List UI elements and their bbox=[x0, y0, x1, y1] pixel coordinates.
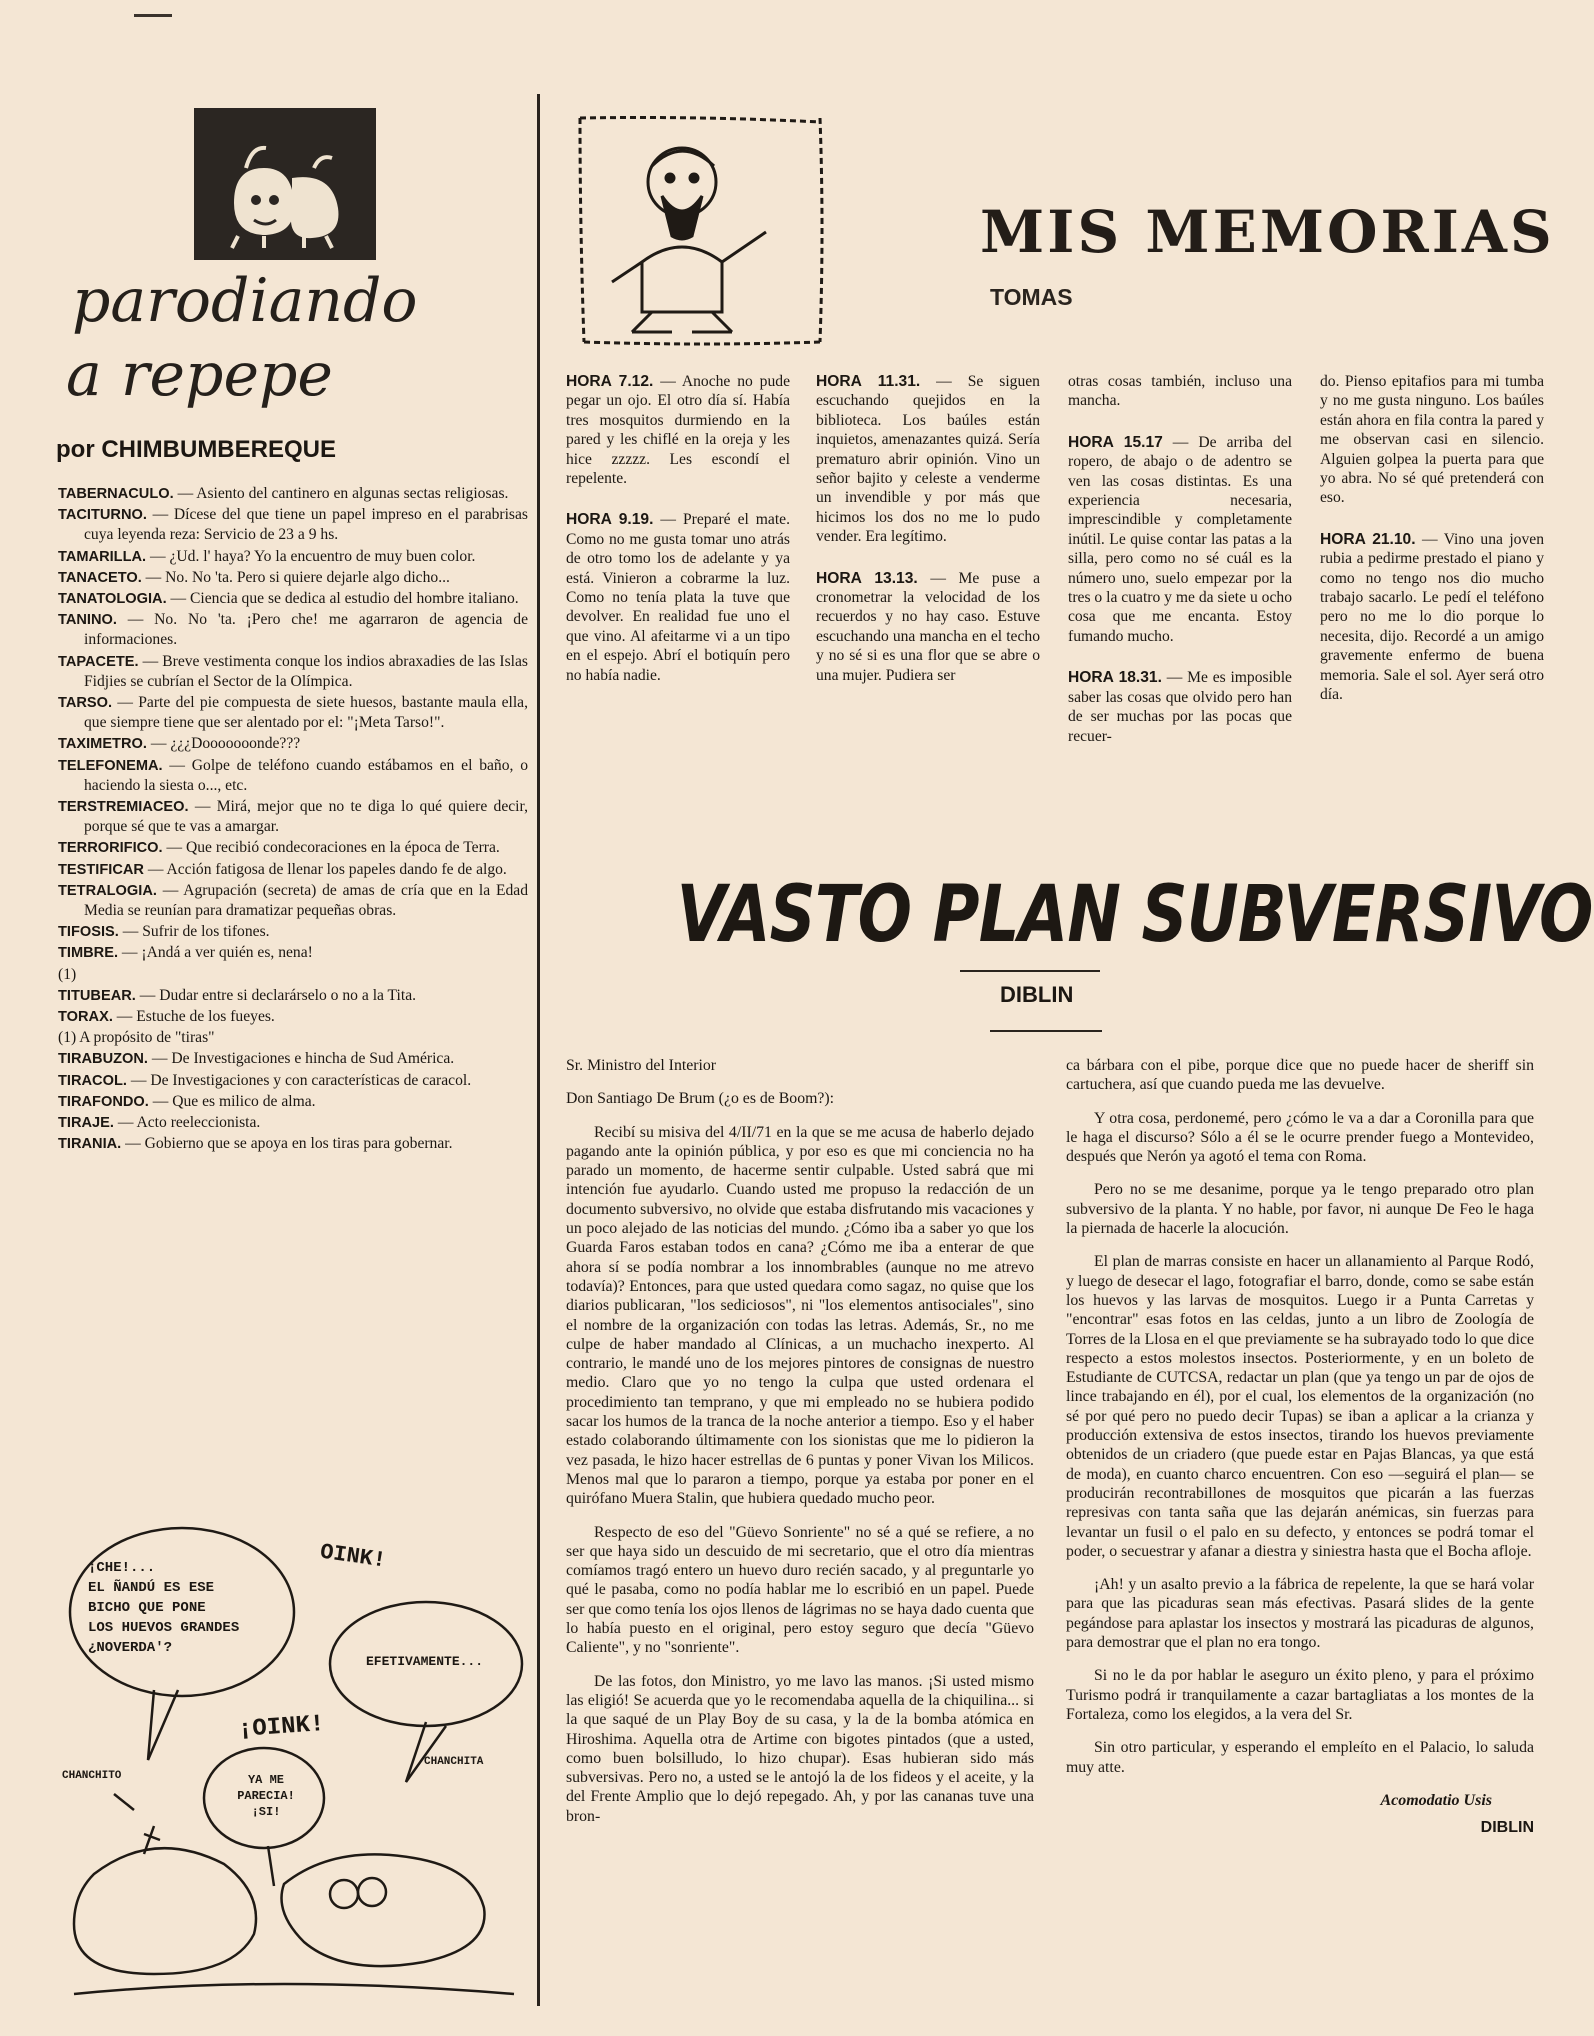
entry-definition: — Acto reeleccionista. bbox=[113, 1114, 261, 1132]
entry-term: TERRORIFICO. bbox=[58, 840, 163, 857]
dictionary-entry bbox=[58, 881, 528, 921]
entry-definition: (1) A propósito de "tiras" bbox=[58, 1029, 215, 1047]
author-rule bbox=[990, 1030, 1102, 1032]
entry-term: TABERNACULO. bbox=[58, 486, 174, 502]
entry-definition: — Que es milico de alma. bbox=[148, 1092, 316, 1110]
dictionary-entry bbox=[58, 734, 528, 754]
entry-term: TESTIFICAR bbox=[58, 861, 144, 878]
entry-definition: — Agrupación (secreta) de amas de cría que en la Edad Media se reunían para dramatizar pequeñas obras. bbox=[84, 881, 528, 920]
entry-definition: — Dícese del que tiene un papel impreso en el parabrisas cuya leyenda reza: Servicio de 23 a 9 hs. bbox=[84, 506, 528, 544]
entry-term: TAPACETE. bbox=[58, 653, 139, 670]
salutation-recipient: Sr. Ministro del Interior bbox=[566, 1057, 717, 1074]
dictionary-entry bbox=[58, 986, 528, 1006]
speech-bubble-nandu bbox=[88, 1558, 298, 1658]
entry-definition: — Estuche de los fueyes. bbox=[112, 1008, 275, 1026]
memoria-entry bbox=[1068, 433, 1292, 646]
entry-term: TITUBEAR. bbox=[58, 987, 136, 1004]
entry-term: TAXIMETRO. bbox=[58, 736, 147, 753]
entry-term: TANINO. bbox=[58, 612, 117, 629]
bubble-line: BICHO QUE PONE bbox=[88, 1600, 206, 1616]
entry-definition: — Breve vestimenta conque los indios abraxadies de las Islas Fidjies se cubrían el Sector de la Olímpica. bbox=[84, 652, 528, 690]
paragraph: Respecto de eso del "Güevo Sonriente" no sé a qué se refiere, a no ser que haya sido un descuido de mi secretario, que el otro día mientras comíamos tragó entero un huevo duro recién sacado, y al preguntarle yo qué le pasaba, como no podía hablar me lo escribió en un papel. Puede ser que como tenía los ojos llenos de lágrimas no se haya dado cuenta que lo había puesto en el original, pero estoy seguro que decía "Güevo Caliente", y no "sonriente". bbox=[566, 1523, 1034, 1657]
memorias-column-1 bbox=[566, 372, 790, 707]
memorias-illustration bbox=[572, 112, 828, 348]
entry-term: TELEFONEMA. bbox=[58, 757, 163, 774]
signoff-author: DIBLIN bbox=[1480, 1819, 1534, 1837]
entry-definition: — De Investigaciones e hincha de Sud América. bbox=[148, 1050, 455, 1068]
dictionary-entry bbox=[58, 1134, 528, 1154]
dictionary-entry bbox=[58, 1007, 528, 1027]
signoff-name: Acomodatio Usis bbox=[1380, 1791, 1492, 1809]
entry-term: TIFOSIS. bbox=[58, 924, 119, 941]
dictionary-entry bbox=[58, 965, 528, 985]
memoria-entry bbox=[816, 372, 1040, 547]
entry-term: TIRABUZON. bbox=[58, 1051, 148, 1068]
entry-term: TORAX. bbox=[58, 1009, 113, 1026]
dictionary-entry bbox=[58, 610, 528, 650]
entry-text: — Preparé el mate. Como no me gusta tomar uno atrás de otro tomo los de adelante y ya está. Vinieron a cobrarme la luz. Como no tenía plata la tuve que devolver. En realidad fue uno el que vino. Al afeitarme vi a un tipo en el espejo. Abrí el botiquín pero no había nadie. bbox=[566, 511, 791, 684]
entry-term: TIRAJE. bbox=[58, 1115, 114, 1132]
entry-text: — Se siguen escuchando quejidos en la biblioteca. Los baúles están inquietos, amenazantes quizá. Sería prematuro abrir opinión. Vino un señor bajito y celeste a venderme un invendible y por más que hicimos los dos no me lo pudo vender. Era legítimo. bbox=[816, 373, 1040, 546]
memoria-entry bbox=[566, 372, 790, 488]
parodiando-section bbox=[54, 100, 532, 2020]
entry-definition: — No. No 'ta. ¡Pero che! me agarraron de agencia de informaciones. bbox=[84, 611, 528, 649]
entry-term: TANACETO. bbox=[58, 569, 142, 586]
memoria-entry bbox=[566, 510, 790, 685]
column-divider bbox=[537, 94, 540, 2006]
entry-definition: — ¿¿¿Dooooooonde??? bbox=[146, 735, 301, 753]
memorias-author: TOMAS bbox=[990, 284, 1073, 310]
dictionary-entry bbox=[58, 1049, 528, 1069]
entry-definition: — De Investigaciones y con características de caracol. bbox=[126, 1071, 472, 1089]
bubble-line: ¡SI! bbox=[251, 1805, 281, 1819]
entry-term: TIMBRE. bbox=[58, 945, 118, 962]
paragraph: Recibí su misiva del 4/II/71 en la que se me acusa de haberlo dejado pagando ante la opinión pública, y por eso es que mi conciencia no ha parado un momento, de hacerme sentir culpable. Usted sabrá que mi intención fue ayudarlo. Cuando usted me propuso la redacción de un documento subversivo, no olvide que estaba disfrutando mis vacaciones y un poco alejado de las noticias del mundo. ¿Cómo iba a saber yo que los Guarda Faros estaban todos en cana? ¿Cómo me iba a enterar de que ahora sí se podía nombrar a los innombrables (aunque no me atrevo todavía)? Entonces, para que usted quedara como sagaz, no quise que los diarios publicaran, "los sediciosos", ni "los elementos antisociales", sino el nombre de la organización con todas las letras. Además, Sr., no me culpe de haber mandado al Clínicas, a un muchacho inexperto. Al contrario, le mandé uno de los mejores pintores de consignas de nuestro medio. Claro que yo no tengo la culpa que usted ordenara el procedimiento tan temprano, y que mi empleado no se hubiera podido sacar los humos de la tranca de la noche anterior a tiempo. Eso y el haber estado colaborando últimamente con los sionistas que me lo pidieron la vez pasada, le hizo hacer estrellas de 6 puntas y poner Vivan los Milicos. Menos mal que lo pararon a tiempo, porque ya estaba por poner en el quirófano Muera Stalin, que hubiera quedado mucho peor. bbox=[566, 1123, 1034, 1508]
paragraph: Y otra cosa, perdonemé, pero ¿cómo le va a dar a Coronilla para que le haga el discurso? Sólo a él se le ocurre prender fuego a Montevideo, después que Nerón ya agotó el tema con Roma. bbox=[1066, 1109, 1534, 1166]
paragraph: Sin otro particular, y esperando el empleíto en el Palacio, lo saluda muy atte. bbox=[1066, 1739, 1534, 1776]
memorias-column-3 bbox=[1068, 372, 1292, 768]
entry-term: TETRALOGIA. bbox=[58, 882, 157, 899]
dictionary-entry bbox=[58, 589, 528, 609]
paragraph: ca bárbara con el pibe, porque dice que no puede hacer de sheriff sin cartuchera, así que cuando pueda me las devuelve. bbox=[1066, 1057, 1534, 1094]
memorias-title: MIS MEMORIAS bbox=[980, 198, 1555, 266]
label-chanchita: CHANCHITA bbox=[424, 1756, 484, 1768]
entry-time: HORA 21.10. bbox=[1320, 530, 1416, 548]
dictionary-entry bbox=[58, 756, 528, 796]
paragraph: El plan de marras consiste en hacer un allanamiento al Parque Rodó, y luego de desecar el lago, fotografiar el barro, donde, como se sabe están los huevos y las larvas de mosquitos. Luego ir a Punta Carretas y "encontrar" esas fotos en las celdas, junto a un libro de Zoología de Torres de la Llosa en el que previamente se ha subrayado todo lo que dice respecto a estos molestos insectos. Posteriormente, y en un boleto de Estudiante de CUTCSA, redactar un plan (que ya tengo un par de ojos de lince trabajando en él), por el cual, los elementos de la organización (no sé por qué pero no puedo decir Tupas) se iban a aplicar a la crianza y producción extensiva de estos insectos, tirando los huevos previamente obtenidos de un criadero (que puede estar en Pajas Blancas, ya que está de moda), en cuanto charco encuentren. Con eso —seguirá el plan— se producirán recontrabillones de mosquitos que picarán a las fuerzas represivas con tanta saña que las dejarán anémicas, sin fuerzas para levantar un fusil o el palo en su defecto, y entonces se podrá tomar el poder, o secuestrar y afanar a diestra y siniestra hasta que el Bocha afloje. bbox=[1066, 1253, 1534, 1560]
dictionary-entry bbox=[58, 1113, 528, 1133]
vasto-plan-title: VASTO PLAN SUBVERSIVO bbox=[676, 870, 1593, 960]
paragraph: ¡Ah! y un asalto previo a la fábrica de repelente, la que se hará volar para que las picaduras sean más efectivas. Pasará slides de la gente pegándose para aplastar los insectos y mostrará las picaduras de algunos, para demostrar que el plan no era tongo. bbox=[1066, 1576, 1534, 1652]
title-line-2: a repepe bbox=[66, 340, 333, 410]
bubble-line: YA ME bbox=[247, 1773, 284, 1787]
oink-exclamation: OINK! bbox=[318, 1539, 388, 1574]
label-chanchito: CHANCHITO bbox=[62, 1770, 122, 1782]
dictionary-entry bbox=[58, 547, 528, 567]
memoria-entry bbox=[1320, 530, 1544, 705]
entry-definition: — Parte del pie compuesta de siete huesos, bastante maula ella, que siempre tiene que ser alentado por el: "¡Meta Tarso!". bbox=[84, 694, 528, 732]
dictionary-entry bbox=[58, 797, 528, 837]
memorias-column-2 bbox=[816, 372, 1040, 707]
entry-definition: — Sufrir de los tifones. bbox=[118, 923, 270, 941]
cartoon-illustration bbox=[54, 1494, 532, 2014]
title-rule bbox=[960, 970, 1100, 972]
dictionary-entry bbox=[58, 505, 528, 545]
oink-big: ¡OINK! bbox=[237, 1711, 326, 1744]
dictionary-entry bbox=[58, 922, 528, 942]
entry-term: TIRAFONDO. bbox=[58, 1093, 149, 1110]
dictionary-entry bbox=[58, 484, 528, 504]
vasto-column-2 bbox=[1066, 1056, 1534, 1851]
memoria-entry bbox=[1068, 668, 1292, 746]
entry-term: TERSTREMIACEO. bbox=[58, 799, 189, 816]
bubble-line: ¡CHE!... bbox=[88, 1560, 156, 1576]
entry-term: TIRANIA. bbox=[58, 1136, 122, 1153]
dictionary-entry bbox=[58, 1071, 528, 1091]
paragraph: De las fotos, don Ministro, yo me lavo las manos. ¡Si usted mismo las eligió! Se acuerda que yo le recomendaba aquella de la chiquilina... si la que saqué de un Play Boy de su casa, y la de la bomba atómica en Hiroshima. Aquella otra de Artime con bigotes pintados (que a usted, como buen bolsilludo, lo hizo chupar). Esas hubieran sido más subversivas. Pero no, a usted se le antojó la de los fideos y el aceite, y la del Frente Amplio que lo dejó repegado. Ah, y por las cananas tuve una bron- bbox=[566, 1672, 1034, 1825]
entry-definition: — Ciencia que se dedica al estudio del hombre italiano. bbox=[166, 590, 519, 608]
entry-time: HORA 9.19. bbox=[566, 511, 654, 529]
vasto-plan-author: DIBLIN bbox=[1000, 982, 1074, 1007]
dictionary-entry bbox=[58, 860, 528, 880]
title-line-1: parodiando bbox=[72, 266, 418, 336]
entry-definition: — Golpe de teléfono cuando estábamos en el baño, o haciendo la siesta o..., etc. bbox=[84, 756, 528, 794]
vasto-column-2-body bbox=[1066, 1056, 1534, 1777]
entry-definition: — Que recibió condecoraciones en la época de Terra. bbox=[162, 839, 500, 857]
memoria-entry bbox=[1068, 372, 1292, 411]
entry-text: — De arriba del ropero, de abajo o de adentro se ven las cosas distintas. Es una experiencia necesaria, imprescindible y completamente inútil. Le quise contar las patas a la silla, pero como no sé cuál es la número uno, suelo empezar por la tres o la cuatro y me da siete u ocho cosa que me encanta. Estoy fumando mucho. bbox=[1068, 433, 1292, 645]
parodiando-logo bbox=[194, 108, 376, 260]
print-mark bbox=[134, 14, 172, 17]
entry-text: — Me es imposible saber las cosas que olvido pero han de ser muchas por las pocas que recuer- bbox=[1068, 669, 1292, 745]
memoria-entry bbox=[816, 569, 1040, 685]
bubble-line: ¿NOVERDA'? bbox=[88, 1640, 173, 1656]
entry-time: HORA 13.13. bbox=[816, 569, 918, 587]
entry-definition: — Dudar entre si declarárselo o no a la Tita. bbox=[135, 986, 417, 1004]
entry-definition: — ¿Ud. l' haya? Yo la encuentro de muy buen color. bbox=[146, 547, 476, 565]
speech-bubble-parecia bbox=[226, 1772, 306, 1820]
section-title bbox=[66, 264, 526, 412]
dictionary-entry bbox=[58, 943, 528, 963]
entry-definition: — Asiento del cantinero en algunas sectas religiosas. bbox=[173, 485, 509, 502]
entry-definition: — Mirá, mejor que no te diga lo qué quiere decir, porque sé que te vas a amargar. bbox=[84, 798, 528, 836]
memorias-column-4 bbox=[1320, 372, 1544, 727]
dictionary-list bbox=[58, 484, 528, 1156]
entry-term: TARSO. bbox=[58, 695, 113, 712]
byline: por CHIMBUMBEREQUE bbox=[56, 436, 336, 463]
bubble-line: EL ÑANDÚ ES ESE bbox=[88, 1580, 215, 1596]
entry-definition: — ¡Andá a ver quién es, nena! bbox=[118, 944, 313, 962]
entry-term: TIRACOL. bbox=[58, 1072, 127, 1089]
entry-term: TACITURNO. bbox=[58, 507, 147, 524]
entry-term: TAMARILLA. bbox=[58, 548, 147, 565]
entry-text: — Me puse a cronometrar la velocidad de los recuerdos y no hay caso. Estuve escuchando una mancha en el techo y no sé si es una flor que se abre o una mujer. Pudiera ser bbox=[816, 569, 1040, 684]
entry-term: TANATOLOGIA. bbox=[58, 591, 167, 608]
dictionary-entry bbox=[58, 693, 528, 733]
vasto-column-1-body bbox=[566, 1123, 1034, 1826]
paragraph: Si no le da por hablar le aseguro un éxito pleno, y para el próximo Turismo podrá ir tranquilamente a cazar bartagliatas a los montes de la Fortaleza, como los elegidos, a la vera del Sr. bbox=[1066, 1667, 1534, 1723]
entry-definition: — No. No 'ta. Pero si quiere dejarle algo dicho... bbox=[141, 568, 450, 586]
entry-text: otras cosas también, incluso una mancha. bbox=[1068, 373, 1292, 410]
entry-time: HORA 15.17 bbox=[1068, 433, 1163, 451]
bubble-line: LOS HUEVOS GRANDES bbox=[88, 1620, 240, 1636]
dictionary-entry bbox=[58, 1092, 528, 1112]
dictionary-entry bbox=[58, 652, 528, 692]
dictionary-entry bbox=[58, 1028, 528, 1048]
salutation-name: Don Santiago De Brum (¿o es de Boom?): bbox=[566, 1090, 835, 1108]
memoria-entry bbox=[1320, 372, 1544, 508]
dictionary-entry bbox=[58, 568, 528, 588]
entry-text: do. Pienso epitafios para mi tumba y no me gusta ninguno. Los baúles están ahora en fila contra la pared y me observan casi en silencio. Alguien golpea la puerta para que yo abra. No sé qué pretenderá con eso. bbox=[1320, 373, 1544, 507]
speech-bubble-efetivamente: EFETIVAMENTE... bbox=[366, 1654, 484, 1669]
entry-definition: — Gobierno que se apoya en los tiras para gobernar. bbox=[121, 1135, 453, 1153]
paragraph: Pero no se me desanime, porque ya le tengo preparado otro plan subversivo de la planta. Y no hable, por favor, ni aunque De Feo le haga la piernada de hacerle la alocución. bbox=[1066, 1181, 1534, 1238]
vasto-column-1 bbox=[566, 1056, 1034, 1840]
entry-text: — Anoche no pude pegar un ojo. El otro día sí. Había tres mosquitos durmiendo en la pared y les chiflé en la oreja y les hice zzzzz. Les escondí el repelente. bbox=[566, 373, 790, 488]
dictionary-entry bbox=[58, 838, 528, 858]
entry-definition: (1) bbox=[58, 965, 77, 983]
entry-definition: — Acción fatigosa de llenar los papeles dando fe de algo. bbox=[143, 860, 507, 878]
entry-time: HORA 11.31. bbox=[816, 373, 921, 390]
bubble-line: PARECIA! bbox=[237, 1789, 295, 1803]
entry-time: HORA 7.12. bbox=[566, 373, 654, 390]
entry-text: — Vino una joven rubia a pedirme prestado el piano y como no tengo nos dio mucho trabajo sacarlo. Le pedí el teléfono pero no me lo dio porque lo necesita, dijo. Recordé a un amigo gravemente enfermo de buena memoria. Sale el sol. Ayer será otro día. bbox=[1320, 530, 1544, 704]
entry-time: HORA 18.31. bbox=[1068, 669, 1162, 687]
